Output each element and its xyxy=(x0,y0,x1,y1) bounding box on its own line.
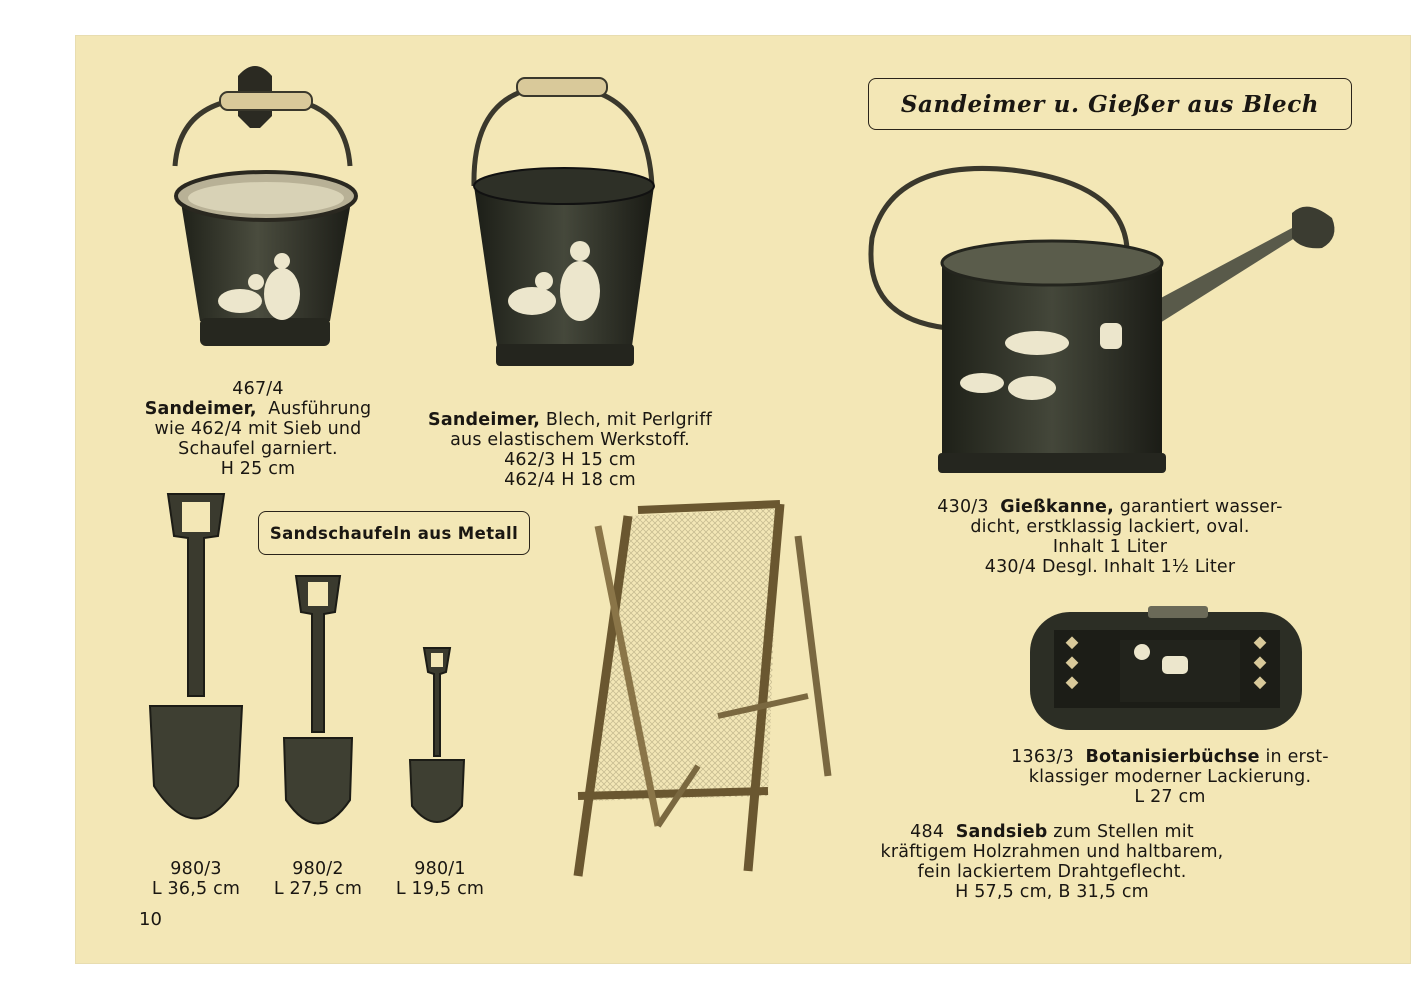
shovel-large-caption xyxy=(136,859,256,899)
caption-text: 462/4 H 18 cm xyxy=(504,470,636,490)
item-code: 980/3 xyxy=(170,859,222,879)
caption-text: kräftigem Holzrahmen und haltbarem, xyxy=(880,842,1224,862)
caption-text: 462/3 H 15 cm xyxy=(504,450,636,470)
botany-box-image xyxy=(1028,604,1306,732)
bucket-image xyxy=(462,76,662,381)
shovel-large-image xyxy=(146,486,246,846)
caption-text: Blech, mit Perlgriff xyxy=(545,410,712,430)
item-name: Sandeimer, xyxy=(428,410,541,430)
caption-text: zum Stellen mit xyxy=(1053,822,1194,842)
caption-text: dicht, erstklassig lackiert, oval. xyxy=(970,517,1250,537)
shovels-heading-box xyxy=(258,511,530,555)
caption-text: wie 462/4 mit Sieb und xyxy=(154,419,362,439)
shovel-small-caption xyxy=(380,859,500,899)
caption-text: Inhalt 1 Liter xyxy=(1052,537,1168,557)
item-code: 980/1 xyxy=(414,859,466,879)
shovel-small-image xyxy=(406,646,468,836)
watering-can-image xyxy=(862,158,1352,483)
caption-text: garantiert wasser- xyxy=(1119,497,1283,517)
sand-sieve-image xyxy=(568,496,833,881)
caption-text: in erst- xyxy=(1265,747,1329,767)
page-number: 10 xyxy=(139,909,162,930)
item-code: 467/4 xyxy=(232,379,284,399)
botany-box-caption xyxy=(1000,747,1340,807)
shovel-medium-caption xyxy=(258,859,378,899)
item-code: 484 xyxy=(910,822,945,842)
shovel-medium-image xyxy=(280,572,356,842)
item-name: Botanisierbüchse xyxy=(1085,747,1260,767)
item-name: Sandsieb xyxy=(955,822,1048,842)
bucket-caption xyxy=(405,410,735,490)
item-code: 980/2 xyxy=(292,859,344,879)
caption-text: L 36,5 cm xyxy=(151,879,241,899)
item-code: 1363/3 xyxy=(1011,747,1074,767)
caption-text: aus elastischem Werkstoff. xyxy=(450,430,690,450)
caption-text: H 25 cm xyxy=(220,459,296,479)
watering-can-caption xyxy=(910,497,1310,577)
sand-sieve-caption xyxy=(852,822,1252,902)
shovels-heading: Sandschaufeln aus Metall xyxy=(269,523,519,543)
caption-text: 430/4 Desgl. Inhalt 1½ Liter xyxy=(984,557,1236,577)
main-heading: Sandeimer u. Gießer aus Blech xyxy=(900,90,1320,118)
caption-text: klassiger moderner Lackierung. xyxy=(1028,767,1312,787)
caption-text: L 27 cm xyxy=(1134,787,1206,807)
item-name: Sandeimer, xyxy=(144,399,257,419)
bucket-sieve-caption xyxy=(132,379,384,479)
caption-text: L 19,5 cm xyxy=(395,879,485,899)
caption-text: H 57,5 cm, B 31,5 cm xyxy=(955,882,1149,902)
caption-text: Ausführung xyxy=(268,399,372,419)
item-name: Gießkanne, xyxy=(1000,497,1114,517)
caption-text: L 27,5 cm xyxy=(273,879,363,899)
caption-text: Schaufel garniert. xyxy=(178,439,338,459)
caption-text: fein lackiertem Drahtgeflecht. xyxy=(917,862,1187,882)
main-heading-box xyxy=(868,78,1352,130)
item-code: 430/3 xyxy=(937,497,989,517)
bucket-with-sieve-image xyxy=(160,56,375,376)
